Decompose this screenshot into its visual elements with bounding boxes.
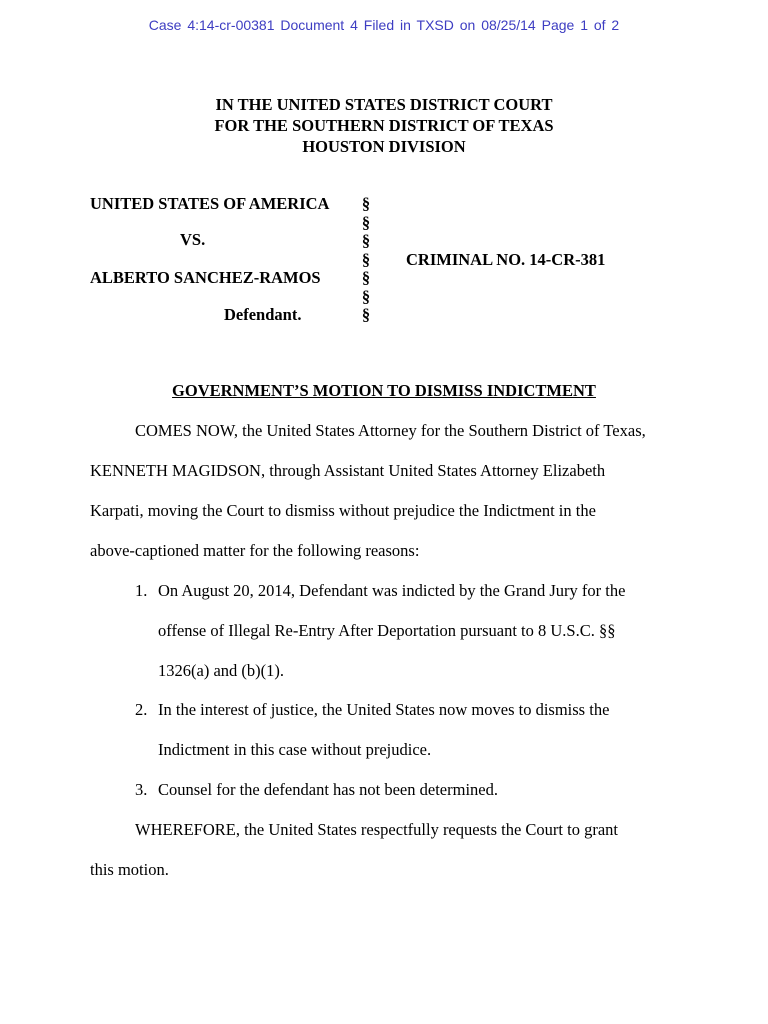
item-number: 1. — [135, 581, 148, 600]
closing-line: this motion. — [90, 860, 169, 879]
intro-line: KENNETH MAGIDSON, through Assistant United States Attorney Elizabeth — [90, 461, 606, 480]
section-mark: § — [361, 212, 371, 232]
case-number: CRIMINAL NO. 14-CR-381 — [406, 250, 606, 269]
section-mark: § — [361, 194, 371, 213]
item-number: 2. — [135, 700, 148, 719]
motion-title: GOVERNMENT’S MOTION TO DISMISS INDICTMENT — [172, 381, 596, 400]
court-heading — [0, 94, 768, 157]
versus-label: VS. — [180, 230, 206, 249]
item-line: 1326(a) and (b)(1). — [158, 661, 284, 680]
section-mark: § — [361, 305, 371, 324]
plaintiff-name: UNITED STATES OF AMERICA — [90, 194, 330, 213]
defendant-name: ALBERTO SANCHEZ-RAMOS — [90, 268, 321, 287]
court-heading-line: HOUSTON DIVISION — [302, 137, 466, 156]
section-marks-column — [358, 195, 374, 325]
section-mark: § — [361, 286, 371, 306]
item-line: On August 20, 2014, Defendant was indicted by the Grand Jury for the — [158, 581, 626, 600]
intro-line: Karpati, moving the Court to dismiss without prejudice the Indictment in the — [90, 501, 596, 520]
closing-line: WHEREFORE, the United States respectfully requests the Court to grant — [135, 820, 618, 839]
defendant-label: Defendant. — [224, 305, 302, 324]
court-heading-line: FOR THE SOUTHERN DISTRICT OF TEXAS — [214, 116, 554, 135]
section-mark: § — [361, 268, 371, 287]
item-line: offense of Illegal Re-Entry After Deportation pursuant to 8 U.S.C. §§ — [158, 621, 616, 640]
case-header-stamp: Case 4:14-cr-00381 Document 4 Filed in TXSD on 08/25/14 Page 1 of 2 — [148, 17, 620, 33]
section-mark: § — [361, 249, 371, 269]
item-number: 3. — [135, 780, 148, 799]
intro-line: above-captioned matter for the following reasons: — [90, 541, 420, 560]
item-line: Indictment in this case without prejudice. — [158, 740, 432, 759]
item-line: Counsel for the defendant has not been determined. — [158, 780, 498, 799]
intro-line: COMES NOW, the United States Attorney for the Southern District of Texas, — [135, 421, 646, 440]
section-mark: § — [361, 231, 371, 250]
court-heading-line: IN THE UNITED STATES DISTRICT COURT — [215, 95, 553, 114]
item-line: In the interest of justice, the United States now moves to dismiss the — [158, 700, 610, 719]
